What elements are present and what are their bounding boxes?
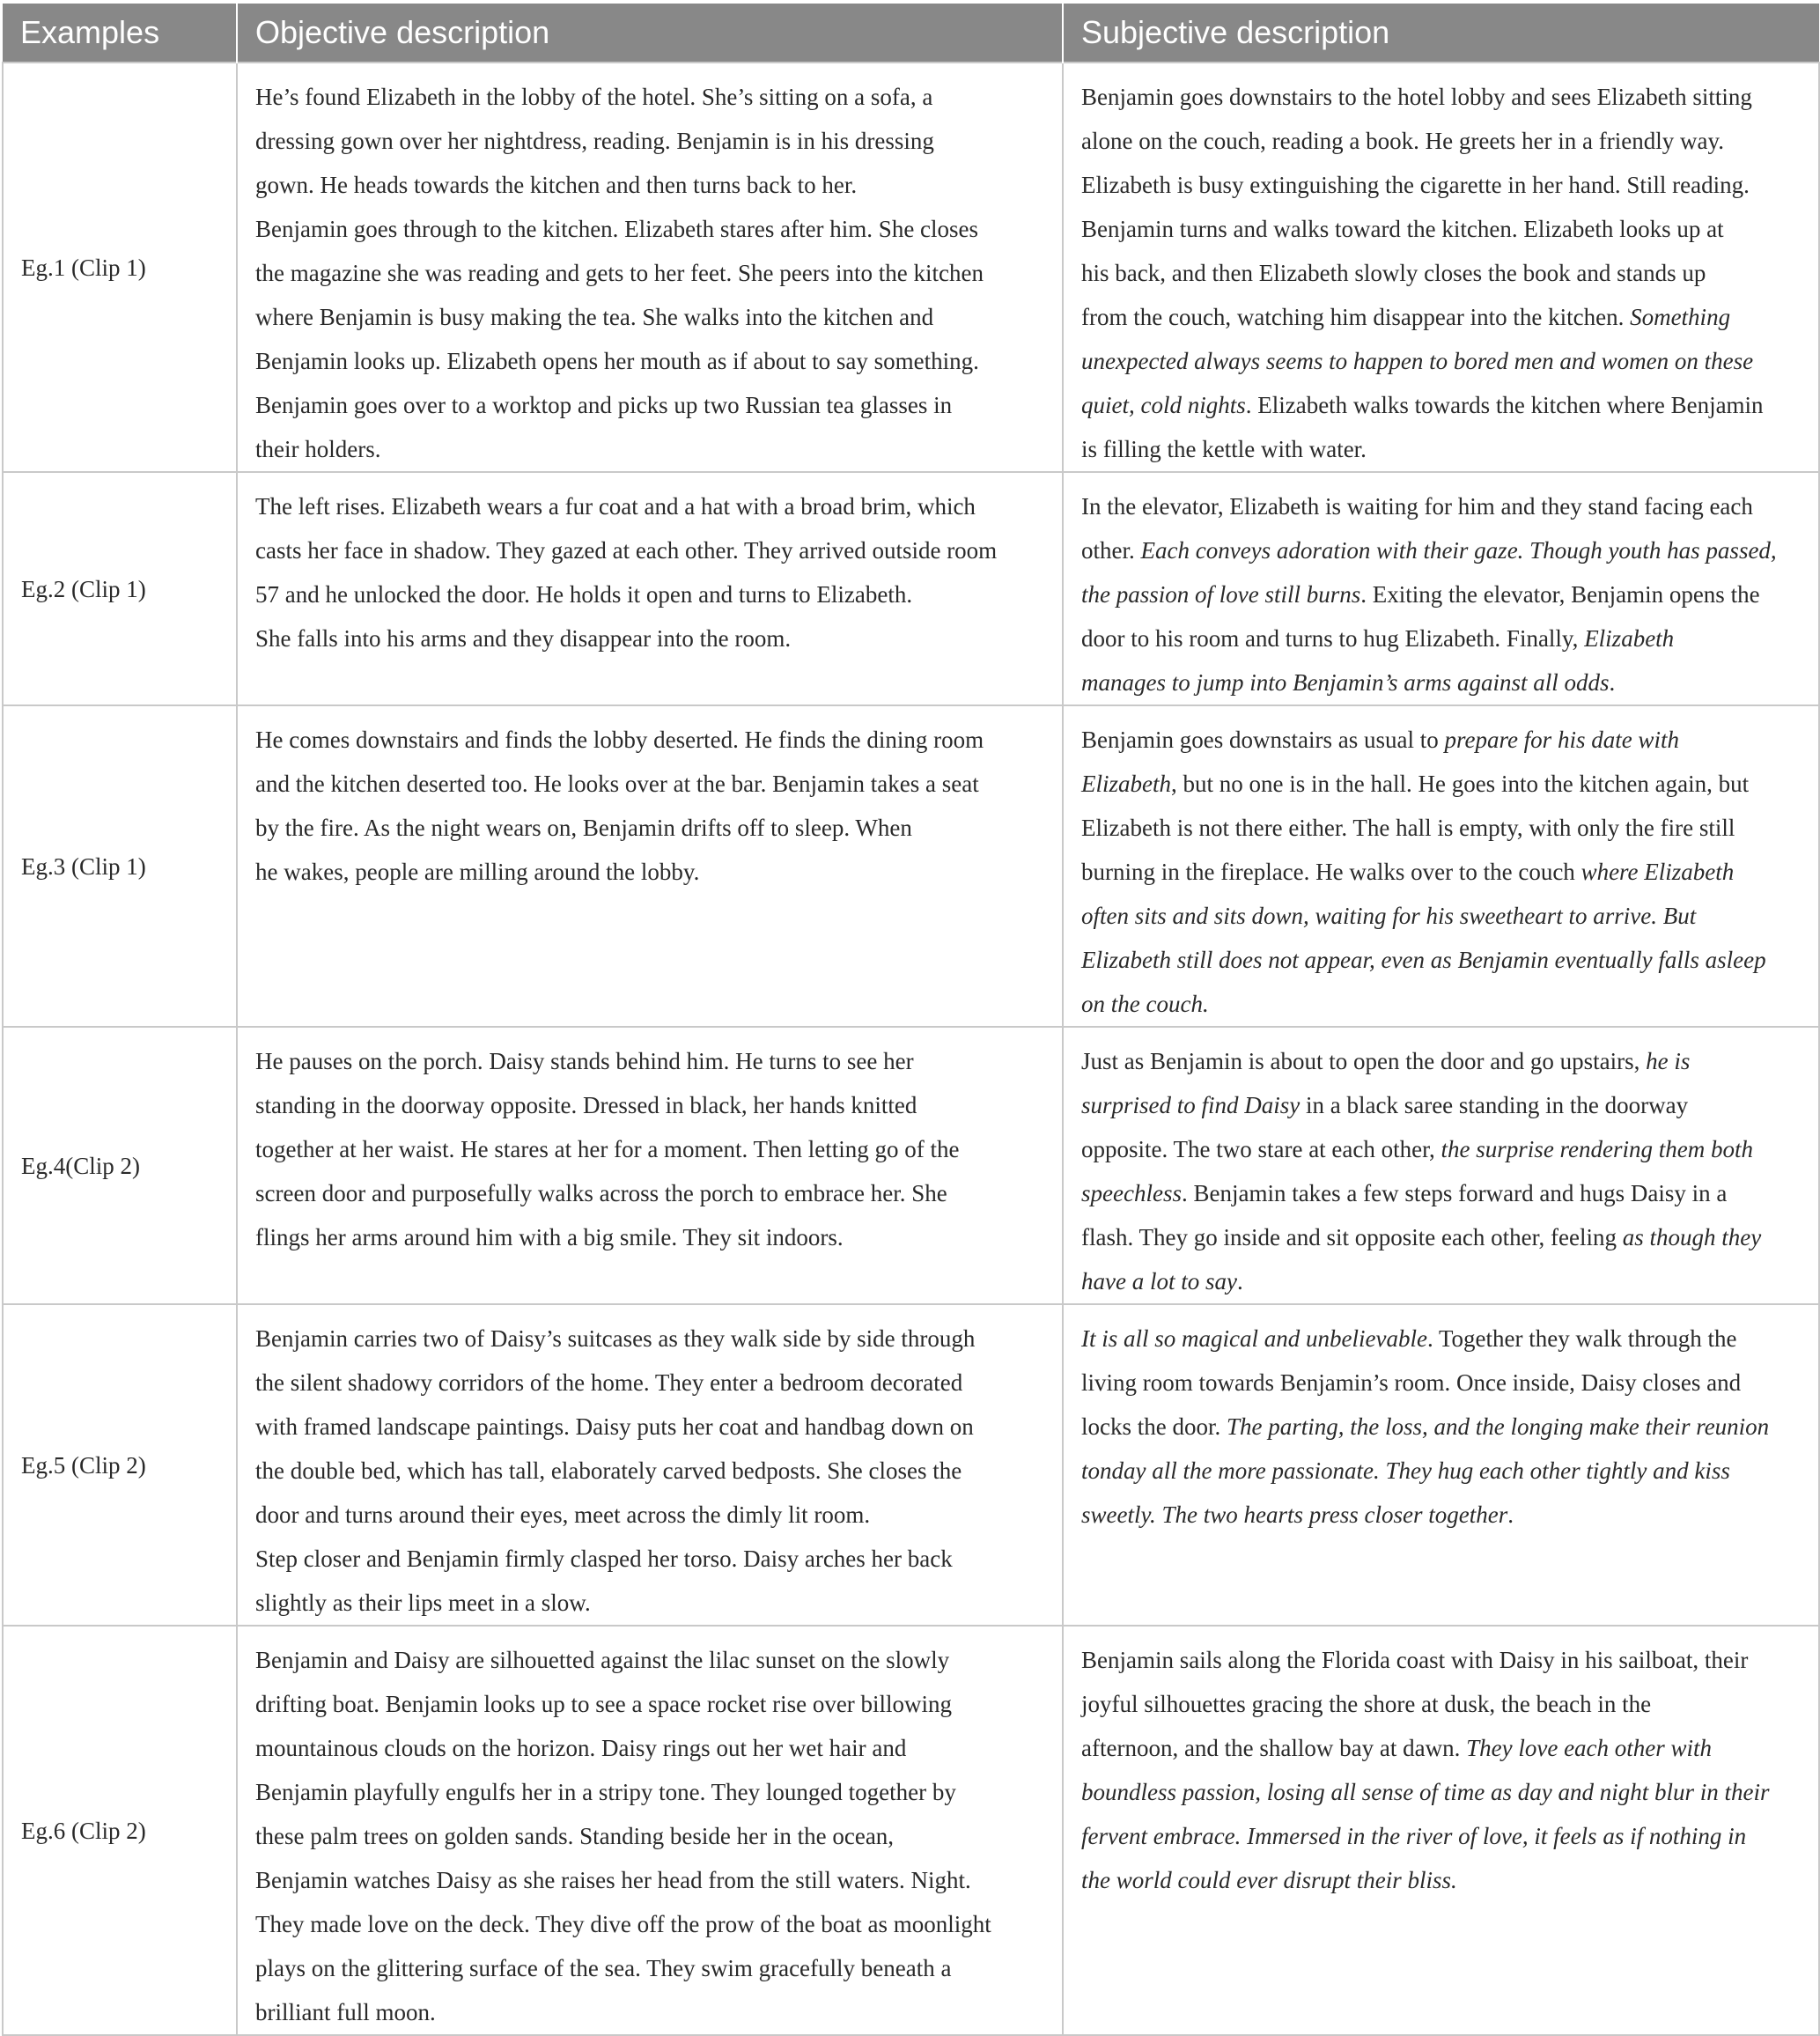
text-segment: by the fire. As the night wears on, Benjamin drifts off to sleep. When [255, 815, 912, 841]
text-segment: . Benjamin takes a few steps forward and hugs Daisy in a [1181, 1180, 1728, 1206]
text-line [255, 1317, 1046, 1361]
italic-text: the world could ever disrupt their bliss. [1081, 1867, 1457, 1893]
text-line [1081, 528, 1802, 572]
text-segment: flash. They go inside and sit opposite each other, feeling [1081, 1224, 1623, 1250]
text-line [255, 119, 1046, 163]
text-line [1081, 1361, 1802, 1405]
text-line [255, 163, 1046, 207]
header-row [3, 4, 1819, 63]
subjective-cell [1063, 1626, 1819, 2035]
italic-text: Elizabeth still does not appear, even as Benjamin eventually falls asleep [1081, 947, 1766, 973]
text-line [1081, 339, 1802, 383]
text-line [255, 383, 1046, 427]
subjective-cell [1063, 472, 1819, 705]
text-line [255, 1682, 1046, 1726]
text-segment: alone on the couch, reading a book. He greets her in a friendly way. [1081, 128, 1724, 154]
text-line [1081, 718, 1802, 762]
text-segment: She falls into his arms and they disappear into the room. [255, 625, 792, 652]
text-segment: Benjamin goes over to a worktop and picks up two Russian tea glasses in [255, 392, 953, 418]
text-segment: Benjamin carries two of Daisy’s suitcases as they walk side by side through [255, 1325, 976, 1352]
text-segment: he wakes, people are milling around the lobby. [255, 859, 700, 885]
text-segment: his back, and then Elizabeth slowly closes the book and stands up [1081, 260, 1706, 286]
text-segment: gown. He heads towards the kitchen and then turns back to her. [255, 172, 858, 198]
text-line [1081, 383, 1802, 427]
italic-text: the passion of love still burns [1081, 581, 1361, 608]
text-line [1081, 1127, 1802, 1171]
example-cell: Eg.1 (Clip 1) [3, 63, 237, 472]
text-line [1081, 1259, 1802, 1303]
text-line [255, 1990, 1046, 2034]
text-segment: slightly as their lips meet in a slow. [255, 1590, 591, 1616]
text-line [255, 251, 1046, 295]
text-segment: Elizabeth is not there either. The hall is empty, with only the fire still [1081, 815, 1735, 841]
italic-text: as though they [1622, 1224, 1762, 1250]
text-segment: . [1236, 1268, 1243, 1295]
text-segment: the silent shadowy corridors of the home. They enter a bedroom decorated [255, 1369, 963, 1396]
text-line [1081, 762, 1802, 806]
text-line [255, 1449, 1046, 1493]
text-segment: where Benjamin is busy making the tea. She walks into the kitchen and [255, 304, 934, 330]
example-cell: Eg.4(Clip 2) [3, 1027, 237, 1304]
text-line [255, 1405, 1046, 1449]
text-segment: 57 and he unlocked the door. He holds it open and turns to Elizabeth. [255, 581, 913, 608]
text-segment: Benjamin goes through to the kitchen. Elizabeth stares after him. She closes [255, 216, 979, 242]
subjective-cell [1063, 1304, 1819, 1626]
text-segment: Benjamin sails along the Florida coast with Daisy in his sailboat, their [1081, 1647, 1749, 1673]
text-segment: joyful silhouettes gracing the shore at dusk, the beach in the [1081, 1691, 1652, 1717]
text-segment: The left rises. Elizabeth wears a fur coat and a hat with a broad brim, which [255, 493, 976, 520]
text-line [255, 616, 1046, 660]
examples-table [2, 4, 1820, 2036]
text-line [255, 1858, 1046, 1902]
italic-text: he is [1646, 1048, 1691, 1074]
italic-text: sweetly. The two hearts press closer together [1081, 1501, 1508, 1528]
italic-text: unexpected always seems to happen to bored men and women on these [1081, 348, 1754, 374]
text-line [255, 1127, 1046, 1171]
text-line [255, 1726, 1046, 1770]
text-line [1081, 1083, 1802, 1127]
text-line [255, 75, 1046, 119]
header-objective-description: Objective description [237, 4, 1063, 63]
text-line [1081, 572, 1802, 616]
text-segment: together at her waist. He stares at her for a moment. Then letting go of the [255, 1136, 960, 1162]
text-line [255, 1361, 1046, 1405]
italic-text: The parting, the loss, and the longing make their reunion [1226, 1413, 1770, 1440]
text-line [255, 1493, 1046, 1537]
text-segment: the double bed, which has tall, elaborately carved bedposts. She closes the [255, 1457, 962, 1484]
text-segment: He’s found Elizabeth in the lobby of the hotel. She’s sitting on a sofa, a [255, 84, 933, 110]
text-segment: door and turns around their eyes, meet across the dimly lit room. [255, 1501, 871, 1528]
text-segment: other. [1081, 537, 1141, 564]
text-line [255, 1946, 1046, 1990]
example-cell: Eg.3 (Clip 1) [3, 705, 237, 1027]
text-line [1081, 1215, 1802, 1259]
italic-text: fervent embrace. Immersed in the river of love, it feels as if nothing in [1081, 1823, 1747, 1849]
text-segment: He pauses on the porch. Daisy stands behind him. He turns to see her [255, 1048, 914, 1074]
text-line [255, 528, 1046, 572]
italic-text: on the couch. [1081, 991, 1209, 1017]
italic-text: have a lot to say [1081, 1268, 1237, 1295]
italic-text: where Elizabeth [1581, 859, 1735, 885]
text-segment: locks the door. [1081, 1413, 1227, 1440]
text-segment: screen door and purposefully walks across the porch to embrace her. She [255, 1180, 947, 1206]
text-line [255, 1581, 1046, 1625]
italic-text: boundless passion, losing all sense of time as day and night blur in their [1081, 1779, 1770, 1805]
text-line [1081, 806, 1802, 850]
italic-text: speechless [1081, 1180, 1182, 1206]
text-line [1081, 163, 1802, 207]
text-segment: . [1609, 669, 1616, 696]
example-cell: Eg.5 (Clip 2) [3, 1304, 237, 1626]
text-segment: with framed landscape paintings. Daisy puts her coat and handbag down on [255, 1413, 974, 1440]
text-segment: mountainous clouds on the horizon. Daisy rings out her wet hair and [255, 1735, 907, 1761]
text-segment: Benjamin playfully engulfs her in a stripy tone. They lounged together by [255, 1779, 956, 1805]
text-segment: Benjamin turns and walks toward the kitchen. Elizabeth looks up at [1081, 216, 1724, 242]
text-segment: , but no one is in the hall. He goes into the kitchen again, but [1171, 771, 1750, 797]
text-line [1081, 484, 1802, 528]
text-line [1081, 295, 1802, 339]
italic-text: tonday all the more passionate. They hug each other tightly and kiss [1081, 1457, 1730, 1484]
table-row [3, 1626, 1819, 2035]
italic-text: manages to jump into Benjamin’s arms against all odds [1081, 669, 1610, 696]
text-segment: flings her arms around him with a big smile. They sit indoors. [255, 1224, 844, 1250]
table-row [3, 472, 1819, 705]
text-segment: drifting boat. Benjamin looks up to see a space rocket rise over billowing [255, 1691, 953, 1717]
text-segment: Benjamin goes downstairs as usual to [1081, 727, 1445, 753]
text-segment: their holders. [255, 436, 381, 462]
text-segment: Benjamin and Daisy are silhouetted against the lilac sunset on the slowly [255, 1647, 950, 1673]
text-segment: . [1507, 1501, 1514, 1528]
italic-text: It is all so magical and unbelievable [1081, 1325, 1427, 1352]
italic-text: often sits and sits down, waiting for his sweetheart to arrive. But [1081, 903, 1697, 929]
text-line [255, 1171, 1046, 1215]
text-segment: In the elevator, Elizabeth is waiting for him and they stand facing each [1081, 493, 1753, 520]
text-line [1081, 1638, 1802, 1682]
text-segment: . Exiting the elevator, Benjamin opens the [1360, 581, 1760, 608]
text-segment: is filling the kettle with water. [1081, 436, 1367, 462]
text-segment: casts her face in shadow. They gazed at each other. They arrived outside room [255, 537, 998, 564]
text-line [1081, 251, 1802, 295]
text-segment: Elizabeth is busy extinguishing the cigarette in her hand. Still reading. [1081, 172, 1750, 198]
italic-text: They love each other with [1466, 1735, 1713, 1761]
italic-text: Elizabeth [1584, 625, 1675, 652]
text-line [1081, 850, 1802, 894]
text-segment: Benjamin watches Daisy as she raises her head from the still waters. Night. [255, 1867, 971, 1893]
text-segment: He comes downstairs and finds the lobby deserted. He finds the dining room [255, 727, 984, 753]
text-line [1081, 894, 1802, 938]
text-line [1081, 427, 1802, 471]
text-line [255, 339, 1046, 383]
text-line [1081, 119, 1802, 163]
italic-text: prepare for his date with [1444, 727, 1679, 753]
text-segment: and the kitchen deserted too. He looks over at the bar. Benjamin takes a seat [255, 771, 979, 797]
text-line [1081, 75, 1802, 119]
text-line [1081, 1171, 1802, 1215]
text-line [1081, 982, 1802, 1026]
text-line [1081, 1449, 1802, 1493]
text-segment: Benjamin looks up. Elizabeth opens her mouth as if about to say something. [255, 348, 979, 374]
text-line [255, 850, 1046, 894]
text-segment: afternoon, and the shallow bay at dawn. [1081, 1735, 1467, 1761]
header-subjective-description: Subjective description [1063, 4, 1819, 63]
text-line [255, 484, 1046, 528]
text-line [255, 1083, 1046, 1127]
text-line [1081, 1858, 1802, 1902]
italic-text: Something [1630, 304, 1731, 330]
text-segment: door to his room and turns to hug Elizabeth. Finally, [1081, 625, 1585, 652]
text-line [255, 1814, 1046, 1858]
table-row [3, 1027, 1819, 1304]
text-line [1081, 660, 1802, 704]
italic-text: Elizabeth [1081, 771, 1171, 797]
text-segment: the magazine she was reading and gets to her feet. She peers into the kitchen [255, 260, 984, 286]
italic-text: quiet, cold nights [1081, 392, 1246, 418]
text-segment: . Together they walk through the [1426, 1325, 1737, 1352]
header-examples: Examples [3, 4, 237, 63]
text-line [255, 572, 1046, 616]
text-segment: these palm trees on golden sands. Standing beside her in the ocean, [255, 1823, 895, 1849]
italic-text: surprised to find Daisy [1081, 1092, 1301, 1118]
text-line [1081, 1493, 1802, 1537]
text-line [255, 1039, 1046, 1083]
italic-text: the surprise rendering them both [1441, 1136, 1754, 1162]
objective-cell [237, 1304, 1063, 1626]
text-segment: Step closer and Benjamin firmly clasped her torso. Daisy arches her back [255, 1545, 953, 1572]
text-line [1081, 1814, 1802, 1858]
text-line [1081, 1405, 1802, 1449]
text-line [1081, 207, 1802, 251]
text-line [1081, 1770, 1802, 1814]
text-line [255, 207, 1046, 251]
table-row [3, 1304, 1819, 1626]
text-segment: opposite. The two stare at each other, [1081, 1136, 1441, 1162]
table-row [3, 705, 1819, 1027]
example-cell: Eg.6 (Clip 2) [3, 1626, 237, 2035]
text-segment: dressing gown over her nightdress, reading. Benjamin is in his dressing [255, 128, 934, 154]
text-line [1081, 1317, 1802, 1361]
text-line [255, 1770, 1046, 1814]
text-line [255, 1638, 1046, 1682]
text-segment: in a black saree standing in the doorway [1300, 1092, 1689, 1118]
text-line [255, 1902, 1046, 1946]
text-line [255, 718, 1046, 762]
text-line [255, 427, 1046, 471]
text-segment: Benjamin goes downstairs to the hotel lobby and sees Elizabeth sitting [1081, 84, 1752, 110]
text-line [255, 1215, 1046, 1259]
objective-cell [237, 472, 1063, 705]
text-segment: burning in the fireplace. He walks over to the couch [1081, 859, 1581, 885]
table-row [3, 63, 1819, 472]
text-line [1081, 938, 1802, 982]
text-line [255, 762, 1046, 806]
objective-cell [237, 1027, 1063, 1304]
text-segment: Just as Benjamin is about to open the door and go upstairs, [1081, 1048, 1647, 1074]
text-segment: plays on the glittering surface of the sea. They swim gracefully beneath a [255, 1955, 952, 1981]
text-segment: brilliant full moon. [255, 1999, 436, 2025]
text-line [255, 806, 1046, 850]
italic-text: Each conveys adoration with their gaze. Though youth has passed, [1140, 537, 1777, 564]
objective-cell [237, 1626, 1063, 2035]
text-segment: standing in the doorway opposite. Dressed in black, her hands knitted [255, 1092, 917, 1118]
text-segment: living room towards Benjamin’s room. Once inside, Daisy closes and [1081, 1369, 1742, 1396]
text-line [1081, 616, 1802, 660]
text-line [255, 295, 1046, 339]
text-line [1081, 1682, 1802, 1726]
objective-cell [237, 63, 1063, 472]
subjective-cell [1063, 705, 1819, 1027]
text-line [1081, 1726, 1802, 1770]
example-cell: Eg.2 (Clip 1) [3, 472, 237, 705]
subjective-cell [1063, 1027, 1819, 1304]
text-segment: from the couch, watching him disappear into the kitchen. [1081, 304, 1631, 330]
subjective-cell [1063, 63, 1819, 472]
text-line [1081, 1039, 1802, 1083]
objective-cell [237, 705, 1063, 1027]
text-segment: They made love on the deck. They dive off the prow of the boat as moonlight [255, 1911, 991, 1937]
text-line [255, 1537, 1046, 1581]
text-segment: . Elizabeth walks towards the kitchen where Benjamin [1245, 392, 1764, 418]
